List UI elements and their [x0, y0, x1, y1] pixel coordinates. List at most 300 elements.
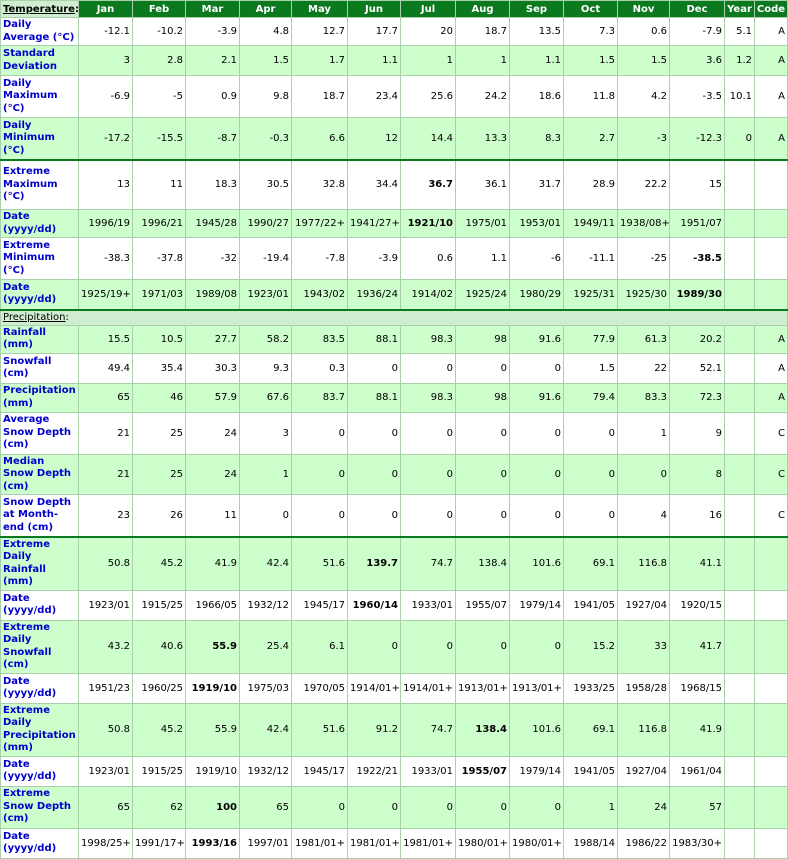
- month-value-cell: -6: [510, 238, 564, 280]
- code-header: Code: [755, 1, 788, 18]
- month-value-cell: 67.6: [240, 383, 292, 412]
- month-value-cell: 1960/14: [348, 590, 401, 620]
- month-value-cell: 58.2: [240, 325, 292, 353]
- month-value-cell: 22: [618, 353, 670, 383]
- year-value-cell: [725, 280, 755, 310]
- month-value-cell: 69.1: [564, 537, 618, 591]
- temperature-section-label: Temperature: [3, 3, 75, 15]
- month-value-cell: 1.1: [510, 46, 564, 76]
- month-value-cell: 9.8: [240, 76, 292, 118]
- month-value-cell: 45.2: [133, 537, 186, 591]
- month-value-cell: 1951/07: [670, 210, 725, 238]
- month-value-cell: 6.1: [292, 620, 348, 673]
- month-value-cell: -32: [186, 238, 240, 280]
- table-row: [1, 495, 788, 537]
- month-value-cell: 23.4: [348, 76, 401, 118]
- month-value-cell: 15.5: [79, 325, 133, 353]
- table-row: [1, 118, 788, 160]
- month-value-cell: 1914/01+: [401, 673, 456, 703]
- code-cell: A: [755, 383, 788, 412]
- month-value-cell: 1.5: [564, 46, 618, 76]
- month-header: Mar: [186, 1, 240, 18]
- month-value-cell: 1.1: [456, 238, 510, 280]
- code-cell: [755, 537, 788, 591]
- month-value-cell: 57.9: [186, 383, 240, 412]
- month-value-cell: 1970/05: [292, 673, 348, 703]
- month-value-cell: 0: [510, 412, 564, 454]
- month-value-cell: 1949/11: [564, 210, 618, 238]
- month-value-cell: 40.6: [133, 620, 186, 673]
- table-row: [1, 786, 788, 828]
- month-value-cell: 12: [348, 118, 401, 160]
- code-cell: [755, 210, 788, 238]
- month-value-cell: 1968/15: [670, 673, 725, 703]
- row-label: Daily Average (°C): [1, 18, 79, 46]
- month-value-cell: 1: [564, 786, 618, 828]
- month-value-cell: 0: [456, 412, 510, 454]
- month-value-cell: 14.4: [401, 118, 456, 160]
- month-value-cell: 1997/01: [240, 828, 292, 858]
- month-value-cell: 1.5: [618, 46, 670, 76]
- table-body: [1, 18, 788, 859]
- month-value-cell: 1913/01+: [456, 673, 510, 703]
- month-value-cell: 15.2: [564, 620, 618, 673]
- month-value-cell: 11.8: [564, 76, 618, 118]
- month-value-cell: 1941/27+: [348, 210, 401, 238]
- month-value-cell: 88.1: [348, 383, 401, 412]
- month-value-cell: 1: [240, 454, 292, 495]
- year-value-cell: 5.1: [725, 18, 755, 46]
- code-cell: C: [755, 412, 788, 454]
- table-row: [1, 537, 788, 591]
- month-value-cell: 13.5: [510, 18, 564, 46]
- month-value-cell: 1981/01+: [348, 828, 401, 858]
- table-row: [1, 46, 788, 76]
- month-value-cell: 0: [618, 454, 670, 495]
- month-value-cell: 1919/10: [186, 673, 240, 703]
- month-value-cell: 83.3: [618, 383, 670, 412]
- month-value-cell: 1981/01+: [401, 828, 456, 858]
- month-value-cell: 0: [510, 620, 564, 673]
- year-value-cell: [725, 325, 755, 353]
- year-value-cell: [725, 210, 755, 238]
- code-cell: A: [755, 118, 788, 160]
- month-value-cell: 62: [133, 786, 186, 828]
- month-value-cell: -0.3: [240, 118, 292, 160]
- year-value-cell: [725, 590, 755, 620]
- month-header: Feb: [133, 1, 186, 18]
- month-value-cell: 1989/30: [670, 280, 725, 310]
- month-value-cell: 1925/30: [618, 280, 670, 310]
- month-value-cell: -15.5: [133, 118, 186, 160]
- code-cell: [755, 786, 788, 828]
- month-value-cell: 1: [401, 46, 456, 76]
- month-header: Apr: [240, 1, 292, 18]
- month-value-cell: 3: [79, 46, 133, 76]
- month-value-cell: 1.1: [348, 46, 401, 76]
- month-value-cell: 2.8: [133, 46, 186, 76]
- month-value-cell: 1920/15: [670, 590, 725, 620]
- month-header: Aug: [456, 1, 510, 18]
- month-value-cell: 16: [670, 495, 725, 537]
- month-value-cell: 0: [401, 454, 456, 495]
- month-value-cell: 91.6: [510, 325, 564, 353]
- table-row: [1, 160, 788, 210]
- row-label: Snowfall (cm): [1, 353, 79, 383]
- month-value-cell: 0: [456, 786, 510, 828]
- code-cell: A: [755, 76, 788, 118]
- month-value-cell: 77.9: [564, 325, 618, 353]
- row-label: Standard Deviation: [1, 46, 79, 76]
- month-value-cell: -37.8: [133, 238, 186, 280]
- month-value-cell: 32.8: [292, 160, 348, 210]
- row-label: Date (yyyy/dd): [1, 210, 79, 238]
- month-value-cell: 10.5: [133, 325, 186, 353]
- month-value-cell: 138.4: [456, 703, 510, 756]
- month-value-cell: -7.9: [670, 18, 725, 46]
- month-value-cell: 1979/14: [510, 590, 564, 620]
- month-value-cell: 101.6: [510, 703, 564, 756]
- code-cell: C: [755, 495, 788, 537]
- month-value-cell: 0.9: [186, 76, 240, 118]
- row-label: Extreme Maximum (°C): [1, 160, 79, 210]
- year-value-cell: [725, 786, 755, 828]
- table-row: [1, 18, 788, 46]
- month-value-cell: 13.3: [456, 118, 510, 160]
- row-label: Precipitation (mm): [1, 383, 79, 412]
- month-value-cell: 23: [79, 495, 133, 537]
- month-value-cell: 1988/14: [564, 828, 618, 858]
- month-value-cell: 1966/05: [186, 590, 240, 620]
- month-value-cell: 0: [292, 454, 348, 495]
- month-value-cell: 0: [401, 495, 456, 537]
- table-row: [1, 454, 788, 495]
- month-value-cell: 6.6: [292, 118, 348, 160]
- code-cell: [755, 703, 788, 756]
- month-value-cell: -3.9: [348, 238, 401, 280]
- month-value-cell: 98: [456, 383, 510, 412]
- month-value-cell: 18.3: [186, 160, 240, 210]
- month-value-cell: 1925/19+: [79, 280, 133, 310]
- month-value-cell: -19.4: [240, 238, 292, 280]
- row-label: Daily Minimum (°C): [1, 118, 79, 160]
- table-row: [1, 756, 788, 786]
- month-value-cell: 25.6: [401, 76, 456, 118]
- row-label: Daily Maximum (°C): [1, 76, 79, 118]
- table-row: [1, 412, 788, 454]
- month-value-cell: 21: [79, 412, 133, 454]
- month-value-cell: 13: [79, 160, 133, 210]
- month-value-cell: 98: [456, 325, 510, 353]
- month-value-cell: 31.7: [510, 160, 564, 210]
- table-row: [1, 353, 788, 383]
- month-header: Dec: [670, 1, 725, 18]
- month-value-cell: 11: [133, 160, 186, 210]
- month-value-cell: 18.7: [292, 76, 348, 118]
- year-header: Year: [725, 1, 755, 18]
- month-value-cell: 52.1: [670, 353, 725, 383]
- row-label: Date (yyyy/dd): [1, 828, 79, 858]
- month-value-cell: 1913/01+: [510, 673, 564, 703]
- month-value-cell: 1996/21: [133, 210, 186, 238]
- row-label: Date (yyyy/dd): [1, 590, 79, 620]
- month-value-cell: 1922/21: [348, 756, 401, 786]
- month-value-cell: 74.7: [401, 537, 456, 591]
- month-value-cell: 26: [133, 495, 186, 537]
- month-value-cell: 1990/27: [240, 210, 292, 238]
- code-cell: [755, 620, 788, 673]
- month-value-cell: 1951/23: [79, 673, 133, 703]
- year-value-cell: [725, 412, 755, 454]
- month-value-cell: 15: [670, 160, 725, 210]
- month-value-cell: -5: [133, 76, 186, 118]
- code-cell: [755, 590, 788, 620]
- month-value-cell: 1945/17: [292, 590, 348, 620]
- month-value-cell: 83.7: [292, 383, 348, 412]
- code-cell: A: [755, 46, 788, 76]
- month-value-cell: 1.5: [564, 353, 618, 383]
- month-value-cell: 33: [618, 620, 670, 673]
- month-value-cell: 1961/04: [670, 756, 725, 786]
- month-value-cell: 41.9: [670, 703, 725, 756]
- month-value-cell: 61.3: [618, 325, 670, 353]
- month-value-cell: 57: [670, 786, 725, 828]
- month-value-cell: 1958/28: [618, 673, 670, 703]
- month-value-cell: 42.4: [240, 703, 292, 756]
- row-label: Extreme Snow Depth (cm): [1, 786, 79, 828]
- month-value-cell: 1980/01+: [510, 828, 564, 858]
- month-value-cell: 51.6: [292, 537, 348, 591]
- month-value-cell: 1915/25: [133, 756, 186, 786]
- year-value-cell: [725, 160, 755, 210]
- month-value-cell: 0: [348, 353, 401, 383]
- month-value-cell: -7.8: [292, 238, 348, 280]
- row-label: Rainfall (mm): [1, 325, 79, 353]
- year-value-cell: [725, 537, 755, 591]
- year-value-cell: [725, 703, 755, 756]
- precipitation-section-header: [1, 310, 788, 326]
- code-cell: [755, 828, 788, 858]
- table-row: [1, 325, 788, 353]
- month-value-cell: 25.4: [240, 620, 292, 673]
- section-colon: :: [74, 3, 79, 15]
- month-value-cell: 36.1: [456, 160, 510, 210]
- month-value-cell: 0: [564, 495, 618, 537]
- month-header: May: [292, 1, 348, 18]
- month-value-cell: 0: [510, 786, 564, 828]
- month-value-cell: 50.8: [79, 703, 133, 756]
- month-value-cell: 0: [510, 454, 564, 495]
- row-label: Date (yyyy/dd): [1, 280, 79, 310]
- month-value-cell: 91.2: [348, 703, 401, 756]
- month-value-cell: 1925/31: [564, 280, 618, 310]
- month-value-cell: 4.8: [240, 18, 292, 46]
- month-header: Nov: [618, 1, 670, 18]
- row-label: Snow Depth at Month-end (cm): [1, 495, 79, 537]
- month-value-cell: 1979/14: [510, 756, 564, 786]
- row-label: Date (yyyy/dd): [1, 673, 79, 703]
- month-header: Jan: [79, 1, 133, 18]
- month-value-cell: -3.9: [186, 18, 240, 46]
- month-value-cell: 36.7: [401, 160, 456, 210]
- code-cell: C: [755, 454, 788, 495]
- year-value-cell: [725, 673, 755, 703]
- precipitation-section-cell: [1, 310, 788, 326]
- month-value-cell: -17.2: [79, 118, 133, 160]
- month-value-cell: 9.3: [240, 353, 292, 383]
- month-value-cell: 98.3: [401, 325, 456, 353]
- month-value-cell: 11: [186, 495, 240, 537]
- month-value-cell: 43.2: [79, 620, 133, 673]
- month-value-cell: 49.4: [79, 353, 133, 383]
- month-value-cell: -8.7: [186, 118, 240, 160]
- month-value-cell: 1981/01+: [292, 828, 348, 858]
- month-value-cell: 1955/07: [456, 756, 510, 786]
- month-value-cell: 65: [79, 786, 133, 828]
- month-value-cell: 0: [401, 412, 456, 454]
- month-value-cell: 100: [186, 786, 240, 828]
- row-label: Extreme Minimum (°C): [1, 238, 79, 280]
- code-cell: [755, 756, 788, 786]
- month-value-cell: 30.3: [186, 353, 240, 383]
- month-header: Jun: [348, 1, 401, 18]
- month-value-cell: 0.6: [618, 18, 670, 46]
- month-value-cell: -3.5: [670, 76, 725, 118]
- month-value-cell: 1975/01: [456, 210, 510, 238]
- month-value-cell: 1941/05: [564, 590, 618, 620]
- month-value-cell: 1923/01: [79, 756, 133, 786]
- month-value-cell: 1923/01: [240, 280, 292, 310]
- month-value-cell: 91.6: [510, 383, 564, 412]
- year-value-cell: [725, 756, 755, 786]
- month-value-cell: 0.3: [292, 353, 348, 383]
- month-header: Oct: [564, 1, 618, 18]
- row-label: Extreme Daily Snowfall (cm): [1, 620, 79, 673]
- month-value-cell: 0: [564, 412, 618, 454]
- month-value-cell: 1996/19: [79, 210, 133, 238]
- month-header: Sep: [510, 1, 564, 18]
- year-value-cell: [725, 383, 755, 412]
- month-value-cell: 1955/07: [456, 590, 510, 620]
- month-value-cell: 9: [670, 412, 725, 454]
- month-value-cell: -10.2: [133, 18, 186, 46]
- month-value-cell: 3.6: [670, 46, 725, 76]
- code-cell: [755, 160, 788, 210]
- month-value-cell: 1953/01: [510, 210, 564, 238]
- month-value-cell: 24: [186, 454, 240, 495]
- table-row: [1, 828, 788, 858]
- month-value-cell: 3: [240, 412, 292, 454]
- month-value-cell: 41.1: [670, 537, 725, 591]
- table-row: [1, 76, 788, 118]
- month-value-cell: 1: [618, 412, 670, 454]
- code-cell: [755, 238, 788, 280]
- month-value-cell: 0: [564, 454, 618, 495]
- month-value-cell: 51.6: [292, 703, 348, 756]
- month-value-cell: 1991/17+: [133, 828, 186, 858]
- month-value-cell: 24: [618, 786, 670, 828]
- month-value-cell: 74.7: [401, 703, 456, 756]
- month-value-cell: 30.5: [240, 160, 292, 210]
- month-value-cell: 17.7: [348, 18, 401, 46]
- month-value-cell: 1933/25: [564, 673, 618, 703]
- year-value-cell: [725, 353, 755, 383]
- year-value-cell: [725, 828, 755, 858]
- month-value-cell: 18.6: [510, 76, 564, 118]
- month-value-cell: -38.3: [79, 238, 133, 280]
- month-value-cell: 55.9: [186, 620, 240, 673]
- month-value-cell: 139.7: [348, 537, 401, 591]
- precipitation-section-label: Precipitation: [3, 312, 66, 323]
- year-value-cell: 1.2: [725, 46, 755, 76]
- table-row: [1, 280, 788, 310]
- month-value-cell: 0: [292, 495, 348, 537]
- month-value-cell: 46: [133, 383, 186, 412]
- month-value-cell: 1960/25: [133, 673, 186, 703]
- month-value-cell: 1.7: [292, 46, 348, 76]
- month-value-cell: 25: [133, 454, 186, 495]
- month-value-cell: 35.4: [133, 353, 186, 383]
- month-value-cell: 2.7: [564, 118, 618, 160]
- month-value-cell: -6.9: [79, 76, 133, 118]
- month-value-cell: 0: [401, 786, 456, 828]
- month-value-cell: 1998/25+: [79, 828, 133, 858]
- month-value-cell: 0: [348, 620, 401, 673]
- month-value-cell: 0: [348, 495, 401, 537]
- month-value-cell: 42.4: [240, 537, 292, 591]
- month-value-cell: 25: [133, 412, 186, 454]
- month-value-cell: -11.1: [564, 238, 618, 280]
- month-value-cell: 0: [292, 412, 348, 454]
- month-value-cell: 1983/30+: [670, 828, 725, 858]
- month-value-cell: 0: [348, 786, 401, 828]
- month-value-cell: 116.8: [618, 537, 670, 591]
- month-value-cell: 1971/03: [133, 280, 186, 310]
- year-value-cell: [725, 238, 755, 280]
- year-value-cell: [725, 495, 755, 537]
- table-row: [1, 210, 788, 238]
- temperature-section-header: [1, 1, 79, 18]
- month-value-cell: 79.4: [564, 383, 618, 412]
- month-value-cell: 24.2: [456, 76, 510, 118]
- month-value-cell: 1923/01: [79, 590, 133, 620]
- month-value-cell: 1975/03: [240, 673, 292, 703]
- month-value-cell: 1932/12: [240, 756, 292, 786]
- month-value-cell: -3: [618, 118, 670, 160]
- month-value-cell: 1945/28: [186, 210, 240, 238]
- month-value-cell: 1945/17: [292, 756, 348, 786]
- month-value-cell: 1919/10: [186, 756, 240, 786]
- year-value-cell: 10.1: [725, 76, 755, 118]
- month-header: Jul: [401, 1, 456, 18]
- month-value-cell: 34.4: [348, 160, 401, 210]
- month-value-cell: 1936/24: [348, 280, 401, 310]
- code-cell: A: [755, 18, 788, 46]
- code-cell: A: [755, 353, 788, 383]
- month-value-cell: 1915/25: [133, 590, 186, 620]
- month-value-cell: 20.2: [670, 325, 725, 353]
- table-row: [1, 620, 788, 673]
- table-row: [1, 590, 788, 620]
- month-value-cell: 0: [348, 412, 401, 454]
- table-row: [1, 703, 788, 756]
- section-colon: :: [65, 312, 69, 323]
- year-value-cell: [725, 620, 755, 673]
- month-value-cell: 88.1: [348, 325, 401, 353]
- month-value-cell: 1933/01: [401, 756, 456, 786]
- month-value-cell: -12.1: [79, 18, 133, 46]
- month-value-cell: 1986/22: [618, 828, 670, 858]
